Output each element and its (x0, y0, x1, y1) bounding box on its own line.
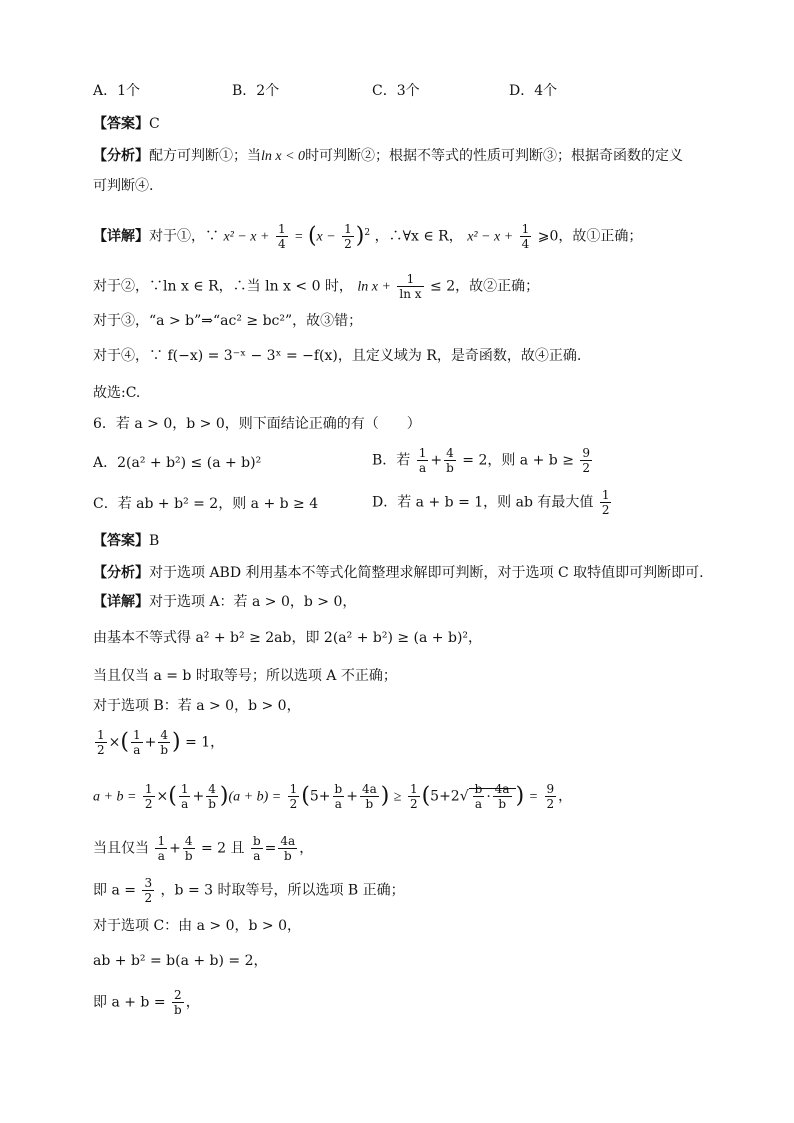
fraction-1-a: $\frac{1}{a}$ (418, 446, 427, 475)
fraction-1-a: $\frac{1}{a}$ (157, 834, 166, 863)
analysis-ln: ln x < 0 (261, 149, 306, 164)
q6-detail-line7: 当且仅当 $\frac{1}{a}$ + $\frac{4}{b}$ = 2 且 $\frac{b}{a}$ = $\frac{4a}{b}$ ， (93, 834, 314, 863)
q6-option-d: D．若 a + b = 1，则 ab 有最大值 $\frac{1}{2}$ (372, 488, 610, 517)
answer-tag: 【答案】 (93, 116, 149, 132)
fraction-2-b: $\frac{2}{b}$ (174, 988, 182, 1017)
detail-text: 对于②，∵ln x ∈ R，∴当 ln x < 0 时， (93, 278, 353, 295)
math-square: x − (316, 229, 336, 245)
q5-analysis-line2: 可判断④. (93, 178, 154, 194)
analysis-text: 配方可判断①；当 (149, 148, 261, 164)
fraction-4a-b: $\frac{4a}{b}$ (361, 782, 377, 811)
fraction-1-2: $\frac{1}{2}$ (144, 782, 153, 811)
q6-detail-line8: 即 a = $\frac{3}{2}$ ，b = 3 时取等号，所以选项 B 正确； (93, 876, 405, 905)
fraction-1-2: $\frac{1}{2}$ (601, 488, 610, 517)
q6-detail-line3: 当且仅当 a = b 时取等号；所以选项 A 不正确； (93, 668, 397, 684)
q6-detail-line5: $\frac{1}{2}$ ×( $\frac{1}{a}$ + $\frac{4}{b}$ ) = 1， (97, 728, 225, 757)
q5-option-b: B．2个 (232, 83, 280, 99)
analysis-tag: 【分析】 (93, 565, 149, 581)
fraction-1-2b: $\frac{1}{2}$ (289, 782, 298, 811)
q5-detail-line3: 对于③，“a > b”⇒“ac² ≥ bc²”，故③错； (93, 313, 363, 329)
q5-detail-line4: 对于④，∵ f(−x) = 3⁻ˣ − 3ˣ = −f(x)，且定义域为 R，是奇函数，故④正确. (93, 348, 582, 364)
fraction-1-a: $\frac{1}{a}$ (180, 782, 189, 811)
fraction-9-2: $\frac{9}{2}$ (546, 782, 555, 811)
answer-value: C (149, 116, 160, 132)
q5-answer (93, 113, 160, 135)
math-eq: = (294, 229, 304, 245)
answer-tag: 【答案】 (93, 533, 149, 549)
fraction-3-2: $\frac{3}{2}$ (144, 876, 153, 905)
q6-option-a: A．2(a² + b²) ≤ (a + b)² (93, 455, 262, 471)
answer-value: B (149, 533, 160, 549)
q5-option-c: C．3个 (372, 83, 420, 99)
q5-detail-line1: 【详解】对于①，∵ x² − x + $\frac{1}{4}$ = (x − $\frac{1}{2}$ )$^2$ ，∴∀x ∈ R， x² − x + $\frac{1}{4}$ ⩾0，故①正确； (93, 222, 643, 252)
fraction-4-b: $\frac{4}{b}$ (160, 728, 169, 757)
ge-text: ⩾0，故①正确； (537, 228, 643, 245)
q6-detail-line1 (93, 591, 356, 613)
math-expr: x² − x + (223, 229, 270, 245)
fraction-1-2: $\frac{1}{2}$ (344, 222, 352, 252)
q6-detail-line11: 即 a + b = $\frac{2}{b}$ ， (93, 988, 200, 1017)
detail-tag: 【详解】 (93, 228, 149, 245)
q6-detail-line4: 对于选项 B：若 a > 0，b > 0， (93, 698, 301, 714)
fraction-1-4b: $\frac{1}{4}$ (521, 222, 530, 252)
q6-detail-line2: 由基本不等式得 a² + b² ≥ 2ab，即 2(a² + b²) ≥ (a + b)²， (93, 630, 483, 646)
analysis-text-2: 时可判断②；根据不等式的性质可判断③；根据奇函数的定义 (305, 148, 684, 164)
q5-option-a: A．1个 (93, 83, 141, 99)
detail-tag: 【详解】 (93, 594, 149, 610)
fraction-4a-b-b: $\frac{4a}{b}$ (494, 782, 510, 811)
q6-stem: 6．若 a > 0，b > 0，则下面结论正确的有（ ） (93, 416, 421, 432)
math-expr: ln x + (357, 279, 391, 295)
q6-detail-line9: 对于选项 C：由 a > 0，b > 0， (93, 918, 301, 934)
fraction-4-b: $\frac{4}{b}$ (208, 782, 216, 811)
q6-option-c: C．若 ab + b² = 2，则 a + b ≥ 4 (93, 496, 319, 512)
fraction-1-a: $\frac{1}{a}$ (132, 728, 141, 757)
fraction-b-a: $\frac{b}{a}$ (252, 834, 261, 863)
analysis-tag: 【分析】 (93, 148, 149, 164)
q6-option-b: B．若 $\frac{1}{a}$ + $\frac{4}{b}$ = 2，则 a + b ≥ $\frac{9}{2}$ (372, 446, 591, 475)
q6-answer (93, 530, 159, 552)
detail-text: 对于①，∵ (149, 228, 219, 245)
q6-analysis (93, 562, 704, 584)
q5-option-d: D．4个 (509, 83, 558, 99)
q5-choose: 故选:C. (93, 385, 141, 401)
analysis-text: 对于选项 ABD 利用基本不等式化简整理求解即可判断，对于选项 C 取特值即可判断即可. (149, 565, 704, 581)
fraction-4-b: $\frac{4}{b}$ (184, 834, 193, 863)
detail-text: 对于选项 A：若 a > 0，b > 0， (149, 594, 357, 610)
fraction-1-4: $\frac{1}{4}$ (277, 222, 286, 252)
q5-analysis-line1 (93, 145, 683, 168)
fraction-b-a: $\frac{b}{a}$ (334, 782, 343, 811)
q6-detail-line10: ab + b² = b(a + b) = 2， (93, 953, 268, 969)
forall-text: ，∴∀x ∈ R， (374, 228, 463, 245)
math-expr-2: x² − x + (467, 229, 514, 245)
q6-detail-line6: a + b = $\frac{1}{2}$ ×( $\frac{1}{a}$ + $\frac{4}{b}$ )(a + b) = $\frac{1}{2}$ (5+ $\frac{b}{a}$ + $\frac{4a}{b}$ ) ≥ $\frac{1}{2}$ (5+2√ $\frac{b}{a}$ · $\frac{4a}{b}$ ) = $\frac{9}{2}$ ， (93, 782, 573, 811)
q5-detail-line2 (93, 272, 539, 301)
fraction-9-2: $\frac{9}{2}$ (582, 446, 591, 475)
fraction-4-b: $\frac{4}{b}$ (446, 446, 454, 475)
fraction-1-2c: $\frac{1}{2}$ (409, 782, 418, 811)
fraction-1-2: $\frac{1}{2}$ (97, 728, 105, 757)
fraction-b-a-b: $\frac{b}{a}$ (474, 782, 483, 811)
fraction-4a-b: $\frac{4a}{b}$ (280, 834, 296, 863)
le-text: ≤ 2，故②正确； (430, 278, 540, 295)
fraction-1-lnx: $\frac{1}{\text{ln x}}$ (399, 272, 422, 301)
